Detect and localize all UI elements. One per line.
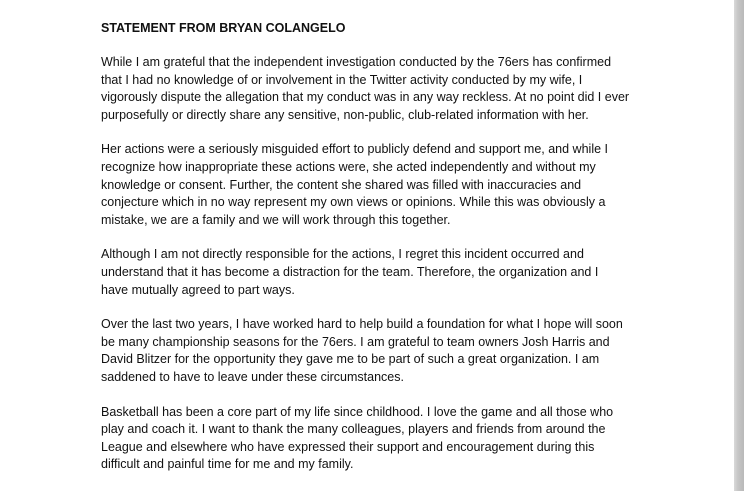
paragraph-line: vigorously dispute the allegation that my conduct was in any way reckless. At no point did I ever	[101, 90, 630, 105]
paragraph-5	[101, 404, 701, 474]
paragraph-line: saddened to have to leave under these circumstances.	[101, 369, 404, 384]
paragraph-line: recognize how inappropriate these actions were, she acted independently and without my	[101, 159, 596, 174]
paragraph-line: While I am grateful that the independent investigation conducted by the 76ers has confirmed	[101, 55, 612, 69]
document-title: STATEMENT FROM BRYAN COLANGELO	[101, 21, 346, 35]
paragraph-line: that I had no knowledge of or involvement in the Twitter activity conducted by my wife, I	[101, 72, 583, 87]
paragraph-1	[101, 54, 701, 124]
paragraph-line: be many championship seasons for the 76ers. I am grateful to team owners Josh Harris and	[101, 334, 610, 349]
paragraph-line: Over the last two years, I have worked hard to help build a foundation for what I hope will soon	[101, 317, 623, 332]
paragraph-line: have mutually agreed to part ways.	[101, 282, 295, 297]
paragraph-2	[101, 141, 701, 229]
paragraph-line: Basketball has been a core part of my life since childhood. I love the game and all those who	[101, 404, 614, 419]
paragraph-line: conjecture which in no way represent my own views or opinions. While this was obviously a	[101, 195, 606, 210]
document-page	[101, 20, 701, 491]
paragraph-line: League and elsewhere who have expressed their support and encouragement during this	[101, 439, 595, 454]
paragraph-line: difficult and painful time for me and my family.	[101, 457, 354, 472]
paragraph-line: purposefully or directly share any sensitive, non-public, club-related information with her.	[101, 107, 589, 122]
paragraph-line: Her actions were a seriously misguided effort to publicly defend and support me, and while I	[101, 142, 608, 157]
paragraph-4	[101, 316, 701, 386]
paragraph-line: knowledge or consent. Further, the content she shared was filled with inaccuracies and	[101, 177, 582, 192]
window-edge	[734, 0, 744, 491]
paragraph-line: play and coach it. I want to thank the many colleagues, players and friends from around the	[101, 422, 606, 437]
paragraph-line: David Blitzer for the opportunity they gave me to be part of such a great organization. I am	[101, 352, 600, 367]
paragraph-3	[101, 246, 701, 299]
paragraph-line: Although I am not directly responsible for the actions, I regret this incident occurred and	[101, 247, 584, 262]
paragraph-line: understand that it has become a distraction for the team. Therefore, the organization and I	[101, 264, 599, 279]
paragraph-line: mistake, we are a family and we will work through this together.	[101, 212, 451, 227]
